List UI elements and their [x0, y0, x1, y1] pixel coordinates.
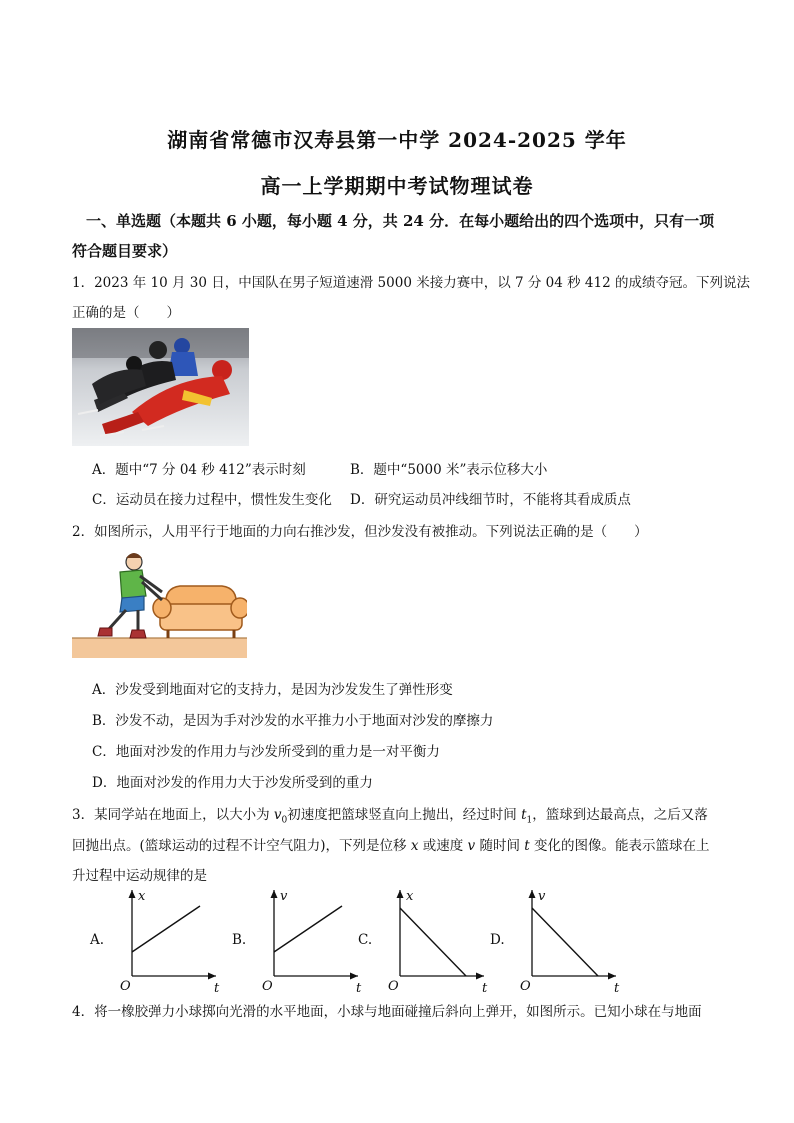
y-axis-label: x [406, 889, 414, 904]
x-axis-arrow [208, 973, 216, 980]
q3-stem-line1: 3．某同学站在地面上，以大小为 $v_0$初速度把篮球竖直向上抛出，经过时间 $t_1$，篮球到达最高点，之后又落 [72, 807, 708, 826]
origin-label: O [520, 979, 531, 994]
graph-line [532, 908, 598, 976]
q2-option-b: B．沙发不动，是因为手对沙发的水平推力小于地面对沙发的摩擦力 [92, 713, 494, 729]
exam-title-line2: 高一上学期期中考试物理试卷 [260, 174, 534, 198]
y-axis-label: v [280, 889, 288, 904]
x-axis-label: t [614, 981, 620, 994]
q3-graph-label: B. [232, 932, 247, 948]
y-axis-arrow [397, 890, 404, 898]
graph-line [274, 906, 342, 952]
y-axis-label: x [138, 889, 146, 904]
q3-stem-line3: 升过程中运动规律的是 [72, 868, 207, 884]
x-axis-label: t [482, 981, 488, 994]
q2-option-c: C．地面对沙发的作用力与沙发所受到的重力是一对平衡力 [92, 744, 440, 760]
y-axis-arrow [129, 890, 136, 898]
origin-label: O [262, 979, 273, 994]
q2-option-d: D．地面对沙发的作用力大于沙发所受到的重力 [92, 775, 373, 791]
speed-skating-photo [72, 328, 249, 446]
x-axis-arrow [476, 973, 484, 980]
y-axis-arrow [529, 890, 536, 898]
q1-stem-line2: 正确的是（ ） [72, 305, 180, 321]
origin-label: O [388, 979, 399, 994]
graph-line [400, 908, 466, 976]
y-axis-arrow [271, 890, 278, 898]
q4-stem-line1: 4．将一橡胶弹力小球掷向光滑的水平地面，小球与地面碰撞后斜向上弹开，如图所示。已知小球在与地面 [72, 1004, 702, 1020]
q3-stem-line2: 回抛出点。(篮球运动的过程不计空气阻力)，下列是位移 x 或速度 v 随时间 t 变化的图像。能表示篮球在上 [72, 838, 710, 854]
section-heading-line2: 符合题目要求） [72, 242, 178, 260]
q1-option-a: A．题中“7 分 04 秒 412”表示时刻 [92, 462, 306, 478]
q3-graph-4 [490, 884, 630, 994]
q3-graph-label: D. [490, 932, 505, 948]
graph-line [132, 906, 200, 952]
x-axis-arrow [350, 973, 358, 980]
q2-stem: 2．如图所示，人用平行于地面的力向右推沙发，但沙发没有被推动。下列说法正确的是（ ） [72, 524, 648, 540]
q1-stem-line1: 1．2023 年 10 月 30 日，中国队在男子短道速滑 5000 米接力赛中，以 7 分 04 秒 412 的成绩夺冠。下列说法 [72, 275, 750, 291]
q2-option-a: A．沙发受到地面对它的支持力，是因为沙发发生了弹性形变 [92, 682, 453, 698]
q1-option-b: B．题中“5000 米”表示位移大小 [350, 462, 548, 478]
q1-option-d: D．研究运动员冲线细节时，不能将其看成质点 [350, 492, 631, 508]
y-axis-label: v [538, 889, 546, 904]
q3-graph-1 [90, 884, 230, 994]
section-heading-line1: 一、单选题（本题共 6 小题，每小题 4 分，共 24 分．在每小题给出的四个选项中，只有一项 [86, 212, 715, 230]
x-axis-arrow [608, 973, 616, 980]
exam-title-line1: 湖南省常德市汉寿县第一中学 2024-2025 学年 [167, 128, 627, 152]
x-axis-label: t [214, 981, 220, 994]
pushing-sofa-figure [72, 548, 247, 658]
q3-graph-3 [358, 884, 498, 994]
q3-graph-2 [232, 884, 372, 994]
origin-label: O [120, 979, 131, 994]
q3-graph-label: A. [90, 932, 105, 948]
q3-graph-label: C. [358, 932, 373, 948]
x-axis-label: t [356, 981, 362, 994]
q1-option-c: C．运动员在接力过程中，惯性发生变化 [92, 492, 332, 508]
